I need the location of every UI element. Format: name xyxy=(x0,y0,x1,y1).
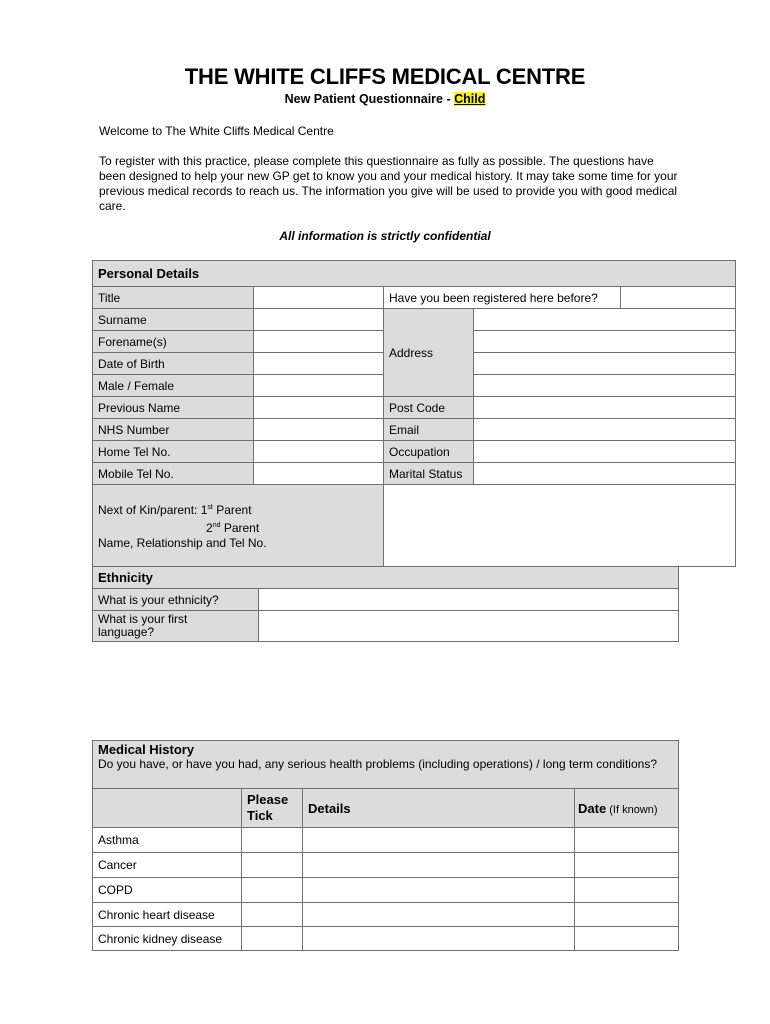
page-subtitle xyxy=(0,92,770,106)
title-field[interactable] xyxy=(254,287,384,309)
condition-asthma: Asthma xyxy=(93,828,242,853)
label-home-tel: Home Tel No. xyxy=(93,441,254,463)
label-title: Title xyxy=(93,287,254,309)
next-of-kin-field[interactable] xyxy=(384,485,736,567)
mobile-tel-field[interactable] xyxy=(254,463,384,485)
asthma-date[interactable] xyxy=(575,828,679,853)
heart-date[interactable] xyxy=(575,903,679,927)
label-gender: Male / Female xyxy=(93,375,254,397)
home-tel-field[interactable] xyxy=(254,441,384,463)
please-tick-header: Please Tick xyxy=(242,789,303,828)
intro-paragraph: To register with this practice, please complete this questionnaire as fully as possible. The questions have been designed to help your new GP get to know you and your medical history. It may take some time for your previous medical records to reach us. The information you give will be used to provide you with good medical care. xyxy=(99,154,678,213)
medical-history-heading: Medical History xyxy=(98,742,195,757)
post-code-field[interactable] xyxy=(474,397,736,419)
details-header: Details xyxy=(303,789,575,828)
heart-details[interactable] xyxy=(303,903,575,927)
condition-chronic-kidney-disease: Chronic kidney disease xyxy=(93,927,242,951)
registered-question: Have you been registered here before? xyxy=(384,287,621,309)
ethnicity-field[interactable] xyxy=(259,589,679,611)
condition-column-header xyxy=(93,789,242,828)
label-nhs-number: NHS Number xyxy=(93,419,254,441)
address-line-2[interactable] xyxy=(474,331,736,353)
cancer-date[interactable] xyxy=(575,853,679,878)
subtitle-highlight: Child xyxy=(454,92,486,106)
email-field[interactable] xyxy=(474,419,736,441)
forenames-field[interactable] xyxy=(254,331,384,353)
medical-history-question: Do you have, or have you had, any serious health problems (including operations) / long term conditions? xyxy=(98,757,657,771)
personal-details-table xyxy=(92,260,736,567)
condition-cancer: Cancer xyxy=(93,853,242,878)
address-line-3[interactable] xyxy=(474,353,736,375)
cancer-tick[interactable] xyxy=(242,853,303,878)
label-forenames: Forename(s) xyxy=(93,331,254,353)
kin-line-2: 2nd Parent xyxy=(206,521,260,535)
label-marital-status: Marital Status xyxy=(384,463,474,485)
address-label: Address xyxy=(384,309,474,397)
copd-tick[interactable] xyxy=(242,878,303,903)
medical-history-table xyxy=(92,740,679,951)
kin-line-1: Next of Kin/parent: 1st Parent xyxy=(98,503,252,517)
kidney-details[interactable] xyxy=(303,927,575,951)
previous-name-field[interactable] xyxy=(254,397,384,419)
subtitle-prefix: New Patient Questionnaire - xyxy=(284,92,455,106)
label-occupation: Occupation xyxy=(384,441,474,463)
label-surname: Surname xyxy=(93,309,254,331)
occupation-field[interactable] xyxy=(474,441,736,463)
ethnicity-table xyxy=(92,566,679,642)
label-email: Email xyxy=(384,419,474,441)
condition-chronic-heart-disease: Chronic heart disease xyxy=(93,903,242,927)
label-post-code: Post Code xyxy=(384,397,474,419)
medical-history-header xyxy=(93,741,679,789)
ethnicity-question: What is your ethnicity? xyxy=(93,589,259,611)
surname-field[interactable] xyxy=(254,309,384,331)
kidney-date[interactable] xyxy=(575,927,679,951)
asthma-tick[interactable] xyxy=(242,828,303,853)
first-language-question: What is your first language? xyxy=(93,611,259,642)
address-line-4[interactable] xyxy=(474,375,736,397)
registered-field[interactable] xyxy=(621,287,736,309)
address-line-1[interactable] xyxy=(474,309,736,331)
kidney-tick[interactable] xyxy=(242,927,303,951)
label-previous-name: Previous Name xyxy=(93,397,254,419)
label-date-of-birth: Date of Birth xyxy=(93,353,254,375)
date-of-birth-field[interactable] xyxy=(254,353,384,375)
kin-line-3: Name, Relationship and Tel No. xyxy=(98,536,267,550)
gender-field[interactable] xyxy=(254,375,384,397)
first-language-field[interactable] xyxy=(259,611,679,642)
personal-details-heading: Personal Details xyxy=(93,261,736,287)
date-header: Date (If known) xyxy=(575,789,679,828)
confidential-note: All information is strictly confidential xyxy=(279,229,491,243)
condition-copd: COPD xyxy=(93,878,242,903)
next-of-kin-label xyxy=(93,485,384,567)
welcome-text: Welcome to The White Cliffs Medical Centre xyxy=(99,124,334,138)
page-title: THE WHITE CLIFFS MEDICAL CENTRE xyxy=(184,64,586,89)
asthma-details[interactable] xyxy=(303,828,575,853)
copd-details[interactable] xyxy=(303,878,575,903)
marital-status-field[interactable] xyxy=(474,463,736,485)
label-mobile-tel: Mobile Tel No. xyxy=(93,463,254,485)
nhs-number-field[interactable] xyxy=(254,419,384,441)
ethnicity-heading: Ethnicity xyxy=(93,567,679,589)
copd-date[interactable] xyxy=(575,878,679,903)
heart-tick[interactable] xyxy=(242,903,303,927)
cancer-details[interactable] xyxy=(303,853,575,878)
